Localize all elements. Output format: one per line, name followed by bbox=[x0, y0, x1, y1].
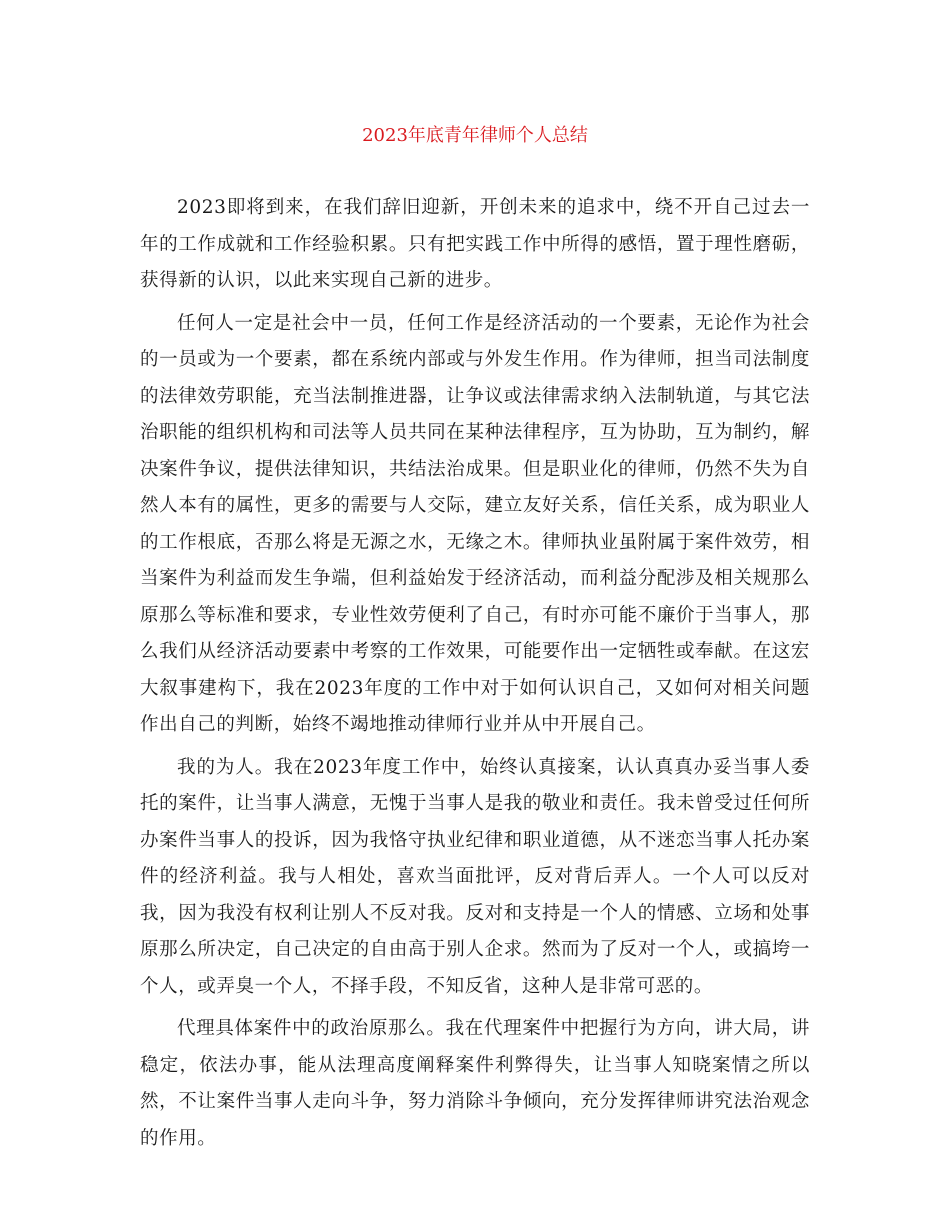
page-title: 2023年底青年律师个人总结 bbox=[362, 125, 588, 146]
document-body bbox=[140, 190, 810, 1163]
paragraph-4: 代理具体案件中的政治原那么。我在代理案件中把握行为方向，讲大局，讲稳定，依法办事，能从法理高度阐释案件利弊得失，让当事人知晓案情之所以然，不让案件当事人走向斗争，努力消除斗争倾向，充分发挥律师讲究法治观念的作用。 bbox=[140, 1018, 810, 1149]
paragraph-1: 2023即将到来，在我们辞旧迎新，开创未来的追求中，绕不开自己过去一年的工作成就和工作经验积累。只有把实践工作中所得的感悟，置于理性磨砺，获得新的认识，以此来实现自己新的进步。 bbox=[140, 197, 810, 291]
paragraph-2: 任何人一定是社会中一员，任何工作是经济活动的一个要素，无论作为社会的一员或为一个要素，都在系统内部或与外发生作用。作为律师，担当司法制度的法律效劳职能，充当法制推进器，让争议或法律需求纳入法制轨道，与其它法治职能的组织机构和司法等人员共同在某种法律程序，互为协助，互为制约，解决案件争议，提供法律知识，共结法治成果。但是职业化的律师，仍然不失为自然人本有的属性，更多的需要与人交际，建立友好关系，信任关系，成为职业人的工作根底，否那么将是无源之水，无缘之木。律师执业虽附属于案件效劳，相当案件为利益而发生争端，但利益始发于经济活动，而利益分配涉及相关规那么原那么等标准和要求，专业性效劳便利了自己，有时亦可能不廉价于当事人，那么我们从经济活动要素中考察的工作效果，可能要作出一定牺牲或奉献。在这宏大叙事建构下，我在2023年度的工作中对于如何认识自己，又如何对相关问题作出自己的判断，始终不竭地推动律师行业并从中开展自己。 bbox=[140, 312, 810, 735]
paragraph-3: 我的为人。我在2023年度工作中，始终认真接案，认认真真办妥当事人委托的案件，让当事人满意，无愧于当事人是我的敬业和责任。我未曾受过任何所办案件当事人的投诉，因为我恪守执业纪律和职业道德，从不迷恋当事人托办案件的经济利益。我与人相处，喜欢当面批评，反对背后弄人。一个人可以反对我，因为我没有权利让别人不反对我。反对和支持是一个人的情感、立场和处事原那么所决定，自己决定的自由高于别人企求。然而为了反对一个人，或搞垮一个人，或弄臭一个人，不择手段，不知反省，这种人是非常可恶的。 bbox=[140, 756, 810, 997]
